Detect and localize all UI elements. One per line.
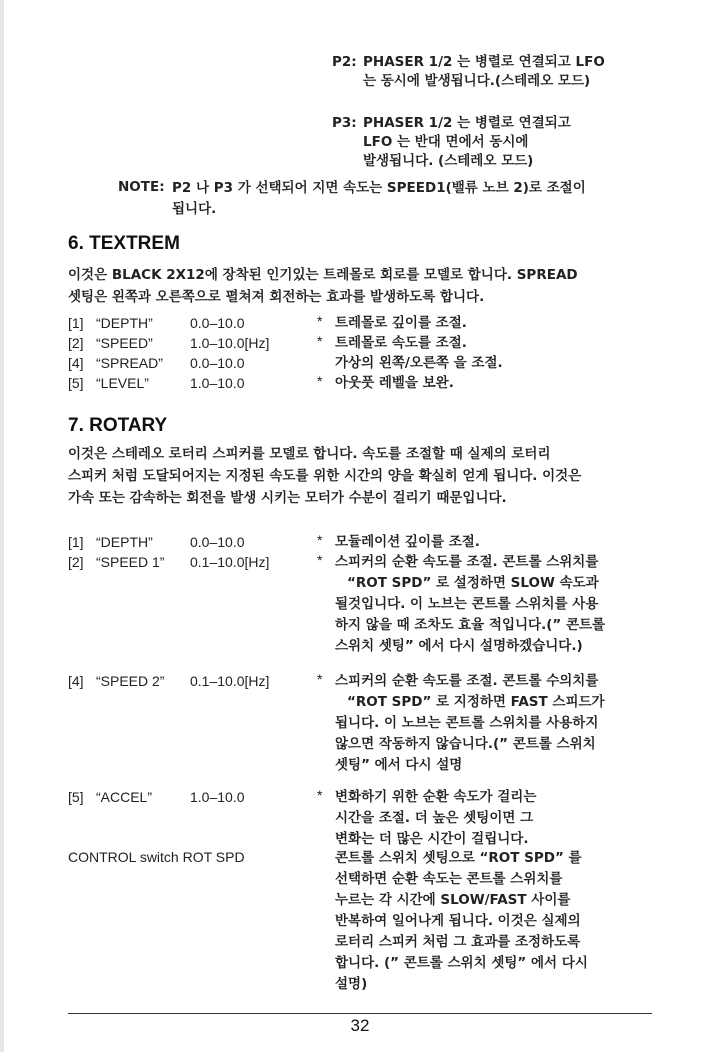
note-line: P2 나 P3 가 선택되어 지면 속도는 SPEED1(밸류 노브 2)로 조절이 <box>172 180 586 196</box>
footer-rule <box>68 1013 652 1014</box>
desc-line: 설명) <box>335 976 368 992</box>
param-range: 0.1–10.0[Hz] <box>190 673 270 689</box>
param-range: 0.0–10.0 <box>190 315 245 331</box>
note-line: 됩니다. <box>172 201 217 217</box>
param-star: * <box>317 333 323 349</box>
intro-line: 이것은 BLACK 2X12에 장착된 인기있는 트레몰로 회로를 모델로 합니다. SPREAD <box>68 267 578 283</box>
rotary-intro <box>68 443 581 509</box>
param-desc <box>335 552 605 657</box>
param-star: * <box>317 552 323 568</box>
desc-line: 로터리 스피커 처럼 그 효과를 조정하도록 <box>335 934 581 950</box>
scan-edge <box>0 0 4 1052</box>
param-star: * <box>317 313 323 329</box>
textrem-heading: 6. TEXTREM <box>68 233 180 254</box>
rotary-param-speed1 <box>68 552 668 662</box>
desc-line: 됩니다. 이 노브는 콘트롤 스위치를 사용하지 <box>335 715 599 731</box>
param-num: [5] <box>68 789 84 805</box>
param-num: [2] <box>68 335 84 351</box>
param-num: [2] <box>68 554 84 570</box>
param-desc <box>335 671 605 776</box>
p3-line: PHASER 1/2 는 병렬로 연결되고 <box>363 115 571 131</box>
p2-line: PHASER 1/2 는 병렬로 연결되고 LFO <box>363 54 605 70</box>
desc-line: 셋팅” 에서 다시 설명 <box>335 757 463 773</box>
textrem-intro <box>68 264 578 308</box>
param-row <box>68 373 668 393</box>
param-desc: 아웃풋 레벨을 보완. <box>335 375 454 391</box>
desc-line: 반복하여 일어나게 됩니다. 이것은 실제의 <box>335 913 581 929</box>
param-name: “DEPTH” <box>96 534 153 550</box>
param-desc: 가상의 왼쪽/오른쪽 을 조절. <box>335 355 503 371</box>
p3-description <box>363 114 571 171</box>
param-name: “DEPTH” <box>96 315 153 331</box>
param-star: * <box>317 671 323 687</box>
desc-line: “ROT SPD” 로 지정하면 FAST 스피드가 <box>347 694 605 710</box>
p2-description <box>363 53 605 91</box>
desc-line: 하지 않을 때 조차도 효율 적입니다.(” 콘트롤 <box>335 617 606 633</box>
intro-line: 스피커 처럼 도달되어지는 지정된 속도를 위한 시간의 양을 확실히 얻게 됩니다. 이것은 <box>68 468 582 484</box>
param-num: [1] <box>68 315 84 331</box>
p2-line: 는 동시에 발생됩니다.(스테레오 모드) <box>363 73 591 89</box>
param-range: 0.0–10.0 <box>190 534 245 550</box>
control-switch-label: CONTROL switch ROT SPD <box>68 849 245 865</box>
param-range: 1.0–10.0 <box>190 789 245 805</box>
note-label: NOTE: <box>118 179 165 195</box>
desc-line: 콘트롤 스위치 셋팅으로 “ROT SPD” 를 <box>335 850 582 866</box>
desc-line: “ROT SPD” 로 설정하면 SLOW 속도과 <box>347 575 599 591</box>
desc-line: 될것입니다. 이 노브는 콘트롤 스위치를 사용 <box>335 596 599 612</box>
param-name: “ACCEL” <box>96 789 153 805</box>
param-row <box>68 353 668 373</box>
param-desc: 트레몰로 속도를 조절. <box>335 335 467 351</box>
desc-line: 변화하기 위한 순환 속도가 걸리는 <box>335 789 537 805</box>
param-star: * <box>317 532 323 548</box>
param-desc <box>335 532 480 552</box>
desc-line: 스위치 셋팅” 에서 다시 설명하겠습니다.) <box>335 638 583 654</box>
param-star: * <box>317 373 323 389</box>
page-number: 32 <box>350 1016 370 1035</box>
p2-label: P2: <box>332 54 357 70</box>
param-desc: 트레몰로 깊이를 조절. <box>335 315 467 331</box>
param-num: [5] <box>68 375 84 391</box>
control-switch-desc <box>335 848 588 995</box>
intro-line: 이것은 스테레오 로터리 스피커를 모델로 합니다. 속도를 조절할 때 실제의 로터리 <box>68 446 551 462</box>
desc-line: 선택하면 순환 속도는 콘트롤 스위치를 <box>335 871 563 887</box>
rotary-param-speed2 <box>68 671 668 781</box>
desc-line: 누르는 각 시간에 SLOW/FAST 사이를 <box>335 892 571 908</box>
param-num: [4] <box>68 673 84 689</box>
param-star: * <box>317 787 323 803</box>
param-desc <box>335 787 536 850</box>
desc-line: 않으면 작동하지 않습니다.(” 콘트롤 스위치 <box>335 736 596 752</box>
param-name: “LEVEL” <box>96 375 149 391</box>
param-name: “SPEED 1” <box>96 554 165 570</box>
param-range: 1.0–10.0 <box>190 375 245 391</box>
param-name: “SPREAD” <box>96 355 163 371</box>
rotary-param-accel <box>68 787 668 853</box>
textrem-params <box>68 313 668 393</box>
desc-line: 스피커의 순환 속도를 조절. 콘트롤 스위치를 <box>335 554 599 570</box>
param-range: 1.0–10.0[Hz] <box>190 335 270 351</box>
param-num: [4] <box>68 355 84 371</box>
intro-line: 가속 또는 감속하는 회전을 발생 시키는 모터가 수분이 걸리기 때문입니다. <box>68 490 507 506</box>
param-name: “SPEED 2” <box>96 673 165 689</box>
p3-label: P3: <box>332 115 357 131</box>
rotary-heading: 7. ROTARY <box>68 415 168 436</box>
intro-line: 셋팅은 왼쪽과 오른쪽으로 펼쳐져 회전하는 효과를 발생하도록 합니다. <box>68 289 485 305</box>
param-name: “SPEED” <box>96 335 153 351</box>
desc-line: 시간을 조절. 더 높은 셋팅이면 그 <box>335 810 534 826</box>
rotary-param-depth <box>68 532 668 552</box>
desc-line: 스피커의 순환 속도를 조절. 콘트롤 수의치를 <box>335 673 599 689</box>
param-row <box>68 333 668 353</box>
desc-line: 변화는 더 많은 시간이 걸립니다. <box>335 831 529 847</box>
desc-line: 모듈레이션 깊이를 조절. <box>335 534 480 550</box>
param-num: [1] <box>68 534 84 550</box>
p3-line: 발생됩니다. (스테레오 모드) <box>363 153 534 169</box>
desc-line: 합니다. (” 콘트롤 스위치 셋팅” 에서 다시 <box>335 955 588 971</box>
param-row <box>68 313 668 333</box>
param-range: 0.0–10.0 <box>190 355 245 371</box>
note-text <box>172 178 586 220</box>
p3-line: LFO 는 반대 면에서 동시에 <box>363 134 529 150</box>
param-range: 0.1–10.0[Hz] <box>190 554 270 570</box>
